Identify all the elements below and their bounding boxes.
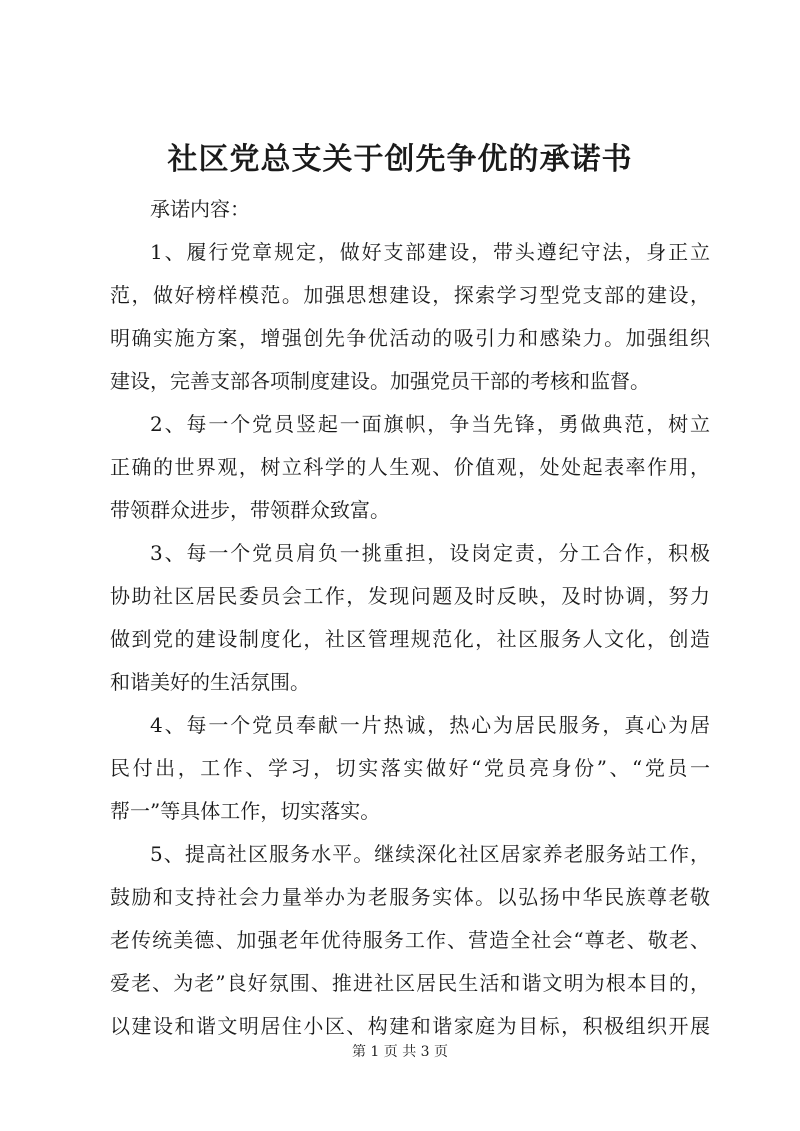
text-line: 1、履行党章规定，做好支部建设，带头遵纪守法，身正立 xyxy=(150,240,710,264)
text-line: 承诺内容： xyxy=(150,197,250,221)
text-line: 明确实施方案，增强创先争优活动的吸引力和感染力。加强组织 xyxy=(110,326,710,350)
text-line: 带领群众进步，带领群众致富。 xyxy=(110,498,390,522)
text-line: 帮一”等具体工作，切实落实。 xyxy=(110,799,381,823)
page-footer: 第 1 页 共 3 页 xyxy=(351,1044,449,1060)
text-line: 以建设和谐文明居住小区、构建和谐家庭为目标，积极组织开展 xyxy=(110,1014,710,1038)
text-line: 和谐美好的生活氛围。 xyxy=(110,670,310,694)
text-line: 鼓励和支持社会力量举办为老服务实体。以弘扬中华民族尊老敬 xyxy=(110,885,710,909)
document-body xyxy=(110,188,710,1048)
text-line: 爱老、为老”良好氛围、推进社区居民生活和谐文明为根本目的， xyxy=(110,971,710,995)
text-line: 范，做好榜样模范。加强思想建设，探索学习型党支部的建设， xyxy=(110,283,710,307)
text-line: 2、每一个党员竖起一面旗帜，争当先锋，勇做典范，树立 xyxy=(150,412,710,436)
document-title: 社区党总支关于创先争优的承诺书 xyxy=(167,142,633,177)
text-line: 3、每一个党员肩负一挑重担，设岗定责，分工合作，积极 xyxy=(150,541,710,565)
text-line: 正确的世界观，树立科学的人生观、价值观，处处起表率作用， xyxy=(110,455,710,479)
text-line: 4、每一个党员奉献一片热诚，热心为居民服务，真心为居 xyxy=(150,713,710,737)
text-line: 建设，完善支部各项制度建设。加强党员干部的考核和监督。 xyxy=(110,369,650,393)
text-line: 5、提高社区服务水平。继续深化社区居家养老服务站工作， xyxy=(150,842,710,866)
text-line: 民付出，工作、学习，切实落实做好“党员亮身份”、“党员一 xyxy=(110,756,710,780)
text-line: 做到党的建设制度化，社区管理规范化，社区服务人文化，创造 xyxy=(110,627,710,651)
text-line: 协助社区居民委员会工作，发现问题及时反映，及时协调，努力 xyxy=(110,584,710,608)
text-line: 老传统美德、加强老年优待服务工作、营造全社会“尊老、敬老、 xyxy=(110,928,710,952)
